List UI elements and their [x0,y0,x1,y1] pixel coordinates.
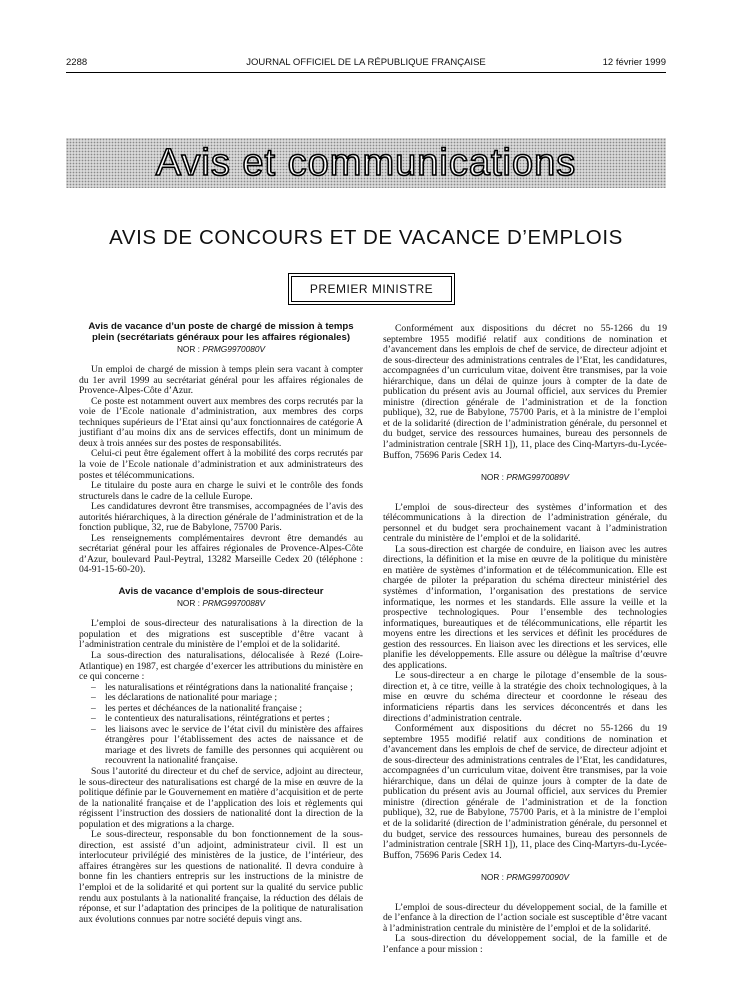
list-item: – les liaisons avec le service de l’état civil du ministère des affaires étrangères pour l’établissement des actes de naissance et de mariage et des livrets de famille des personnes qui acquièrent ou recouvrent la nationalité française. [105,725,363,767]
left-column [79,322,363,925]
attribution-list [79,683,363,767]
ministry-box: PREMIER MINISTRE [291,276,452,302]
list-item: – les pertes et déchéances de la nationalité française ; [105,704,363,715]
paragraph: L’emploi de sous-directeur du développement social, de la famille et de l’enfance à la direction de l’action sociale est susceptible d’être vacant à l’administration centrale du ministère de l’emploi et de la solidarité. [383,901,667,934]
list-item: – les naturalisations et réintégrations dans la nationalité française ; [105,683,363,694]
page-number: 2288 [66,57,88,68]
paragraph: Conformément aux dispositions du décret no 55-1266 du 19 septembre 1955 modifié relatif aux conditions de nomination et d’avancement dans les emplois de chef de service, de directeur adjoint et de sous-directeur des administrations centrales de l’Etat, les candidatures, accompagnées d’un curriculum vitae, doivent être transmises, par la voie hiérarchique, dans un délai de quinze jours à compter de la date de publication du présent avis au Journal officiel, aux services du Premier ministre (direction générale de l’administration et de la fonction publique), 32, rue de Babylone, 75700 Paris, et à la ministre de l’emploi et de la solidarité (direction de l’administration générale, du personnel et du budget, service des ressources humaines, bureau des personnels de l’administration centrale [SRH 1]), 11, place des Cinq-Martyrs-du-Lycée-Buffon, 75696 Paris Cedex 14. [383,323,667,461]
paragraph: La sous-direction du développement social, de la famille et de l’enfance a pour mission : [383,933,667,955]
paragraph: L’emploi de sous-directeur des systèmes d’information et des télécommunications à la direction de l’administration générale, du personnel et du budget sera prochainement vacant à l’administration centrale du ministère de l’emploi et de la solidarité. [383,501,667,545]
paragraph: La sous-direction des naturalisations, délocalisée à Rezé (Loire-Atlantique) en 1987, est chargée d’exercer les attributions du ministère en ce qui concerne : [79,649,363,683]
paragraph: Celui-ci peut être également offert à la mobilité des corps recrutés par la voie de l’Ecole nationale d’administration et aux administrateurs des postes et télécommunications. [79,448,363,481]
journal-title: JOURNAL OFFICIEL DE LA RÉPUBLIQUE FRANÇAISE [246,57,486,68]
nor-reference: NOR : PRMG9970090V [480,872,570,883]
right-column [383,324,667,955]
paragraph: La sous-direction est chargée de conduire, en liaison avec les autres directions, la définition et la mise en œuvre de la politique du ministère en matière de systèmes d’information et de télécommunication. Elle est chargée de piloter la préparation du schéma directeur ministériel des systèmes d’information, l’organisation des prestations de service informatique, les normes et les standards. Elle assure la veille et la prospective technologiques. Pour l’ensemble des technologies informatiques, bureautiques et de télécommunications, elle répartit les moyens entre les directions et les services et définit les procédures de gestion des ressources. En liaison avec les directions et les services, elle planifie les développements. Elle assure ou délègue la maîtrise d’œuvre des applications. [383,543,667,671]
paragraph: Un emploi de chargé de mission à temps plein sera vacant à compter du 1er avril 1999 au secrétariat général pour les affaires régionales de Provence-Alpes-Côte d’Azur. [79,364,363,397]
list-item: – les déclarations de nationalité pour mariage ; [105,693,363,704]
paragraph: Les renseignements complémentaires devront être demandés au secrétariat général pour les affaires régionales de Provence-Alpes-Côte d’Azur, boulevard Paul-Peytral, 13282 Marseille Cedex 20 (téléphone : 04-91-15-60-20). [79,532,363,576]
banner-title: Avis et communications [155,142,577,184]
paragraph: Le sous-directeur, responsable du bon fonctionnement de la sous-direction, est assisté d’un adjoint, administrateur civil. Il est un interlocuteur privilégié des ministères de la justice, de l’intérieur, des affaires étrangères sur les questions de nationalité. Il devra conduire à bonne fin les chantiers entrepris sur les instructions de la ministre de l’emploi et de la solidarité et qui portent sur la qualité du service public rendu aux postulants à la nationalité française, la réduction des délais de réponse, et sur l’adaptation des principes de la politique de naturalisation aux évolutions connues par notre société depuis vingt ans. [79,829,363,925]
paragraph: Sous l’autorité du directeur et du chef de service, adjoint au directeur, le sous-directeur des naturalisations est chargé de la mise en œuvre de la politique définie par le Gouvernement en matière d’acquisition et de perte de la nationalité française et de l’application des lois et règlements qui régissent l’instruction des dossiers de nationalité dont la direction de la population et des migrations a la charge. [79,765,363,830]
nor-reference: NOR : PRMG9970080V [176,343,266,354]
nor-reference: NOR : PRMG9970089V [480,472,570,483]
issue-date: 12 février 1999 [602,57,666,68]
header-rule [66,72,666,73]
paragraph: Le titulaire du poste aura en charge le suivi et le contrôle des fonds structurels dans le cadre de la cellule Europe. [79,480,363,502]
notice-title: Avis de vacance d’un poste de chargé de mission à temps plein (secrétariats généraux pour les affaires régionales) [88,321,354,343]
paragraph: Le sous-directeur a en charge le pilotage d’ensemble de la sous-direction et, à ce titre, veille à la stratégie des choix technologiques, à la mise en œuvre du schéma directeur et coordonne le réseau des informaticiens répartis dans les services déconcentrés et dans les directions d’administration centrale. [383,670,667,724]
running-header [66,57,666,71]
paragraph: Les candidatures devront être transmises, accompagnées de l’avis des autorités hiérarchiques, à la direction générale de l’administration et de la fonction publique, 32, rue de Babylone, 75700 Paris. [79,501,363,534]
paragraph: L’emploi de sous-directeur des naturalisations à la direction de la population et des migrations est susceptible d’être vacant à l’administration centrale du ministère de l’emploi et de la solidarité. [79,618,363,651]
paragraph: Ce poste est notamment ouvert aux membres des corps recrutés par la voie de l’Ecole nationale d’administration, aux membres des corps techniques supérieurs de l’Etat ainsi qu’aux fonctionnaires de catégorie A justifiant d’au moins dix ans de services effectifs, dont un minimum de deux à trois années sur des postes de responsabilités. [79,395,363,449]
nor-reference: NOR : PRMG9970088V [176,597,266,608]
paragraph: Conformément aux dispositions du décret no 55-1266 du 19 septembre 1955 modifié relatif aux conditions de nomination et d’avancement dans les emplois de chef de service, de directeur adjoint et de sous-directeur des administrations centrales de l’Etat, les candidatures, accompagnées d’un curriculum vitae, doivent être transmises, par la voie hiérarchique, dans un délai de quinze jours à compter de la date de publication du présent avis au Journal officiel, aux services du Premier ministre (direction générale de l’administration et de la fonction publique), 32, rue de Babylone, 75700 Paris, et à la ministre de l’emploi et de la solidarité (direction de l’administration générale, du personnel et du budget, service des ressources humaines, bureau des personnels de l’administration centrale [SRH 1]), 11, place des Cinq-Martyrs-du-Lycée-Buffon, 75696 Paris Cedex 14. [383,723,667,861]
section-title: AVIS DE CONCOURS ET DE VACANCE D’EMPLOIS [109,226,623,249]
list-item: – le contentieux des naturalisations, réintégrations et pertes ; [105,714,363,725]
notice-title: Avis de vacance d’emplois de sous-directeur [118,586,324,598]
